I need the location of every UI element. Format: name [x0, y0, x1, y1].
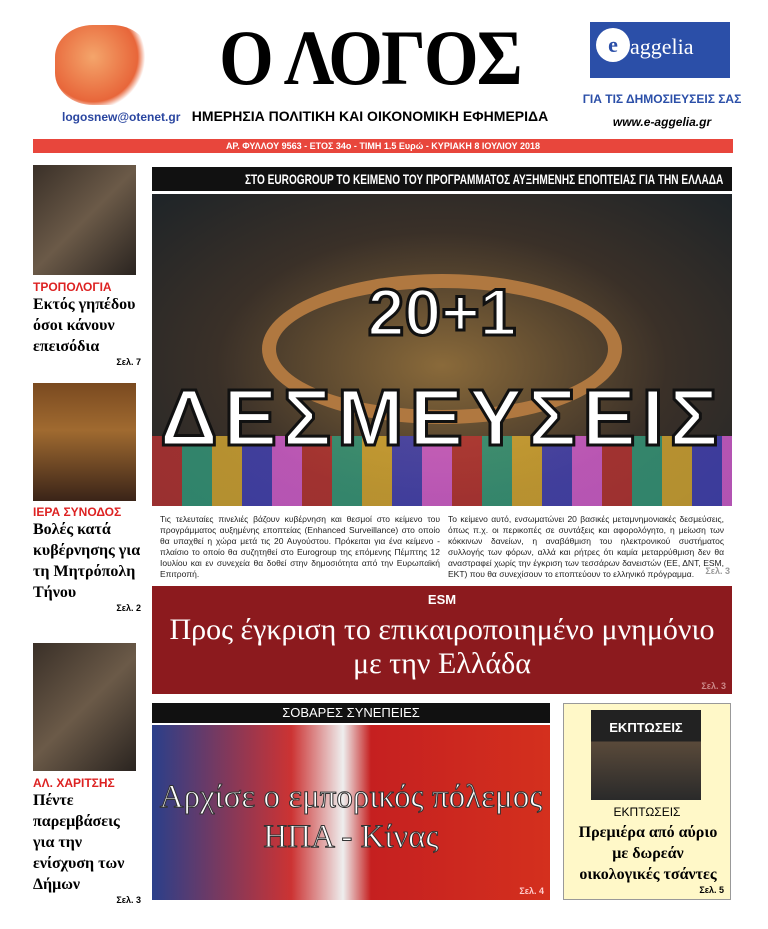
issue-info-bar: ΑΡ. ΦΥΛΛΟΥ 9563 - ΕΤΟΣ 34ο - ΤΙΜΗ 1.5 Ευρώ - ΚΥΡΙΑΚΗ 8 ΙΟΥΛΙΟΥ 2018 [33, 139, 733, 153]
lead-photo-eurogroup[interactable] [152, 194, 732, 506]
sidebar-photo-synod [33, 383, 136, 501]
sidebar-photo-minister [33, 165, 136, 275]
sales-story[interactable] [563, 703, 731, 900]
lead-body-col1: Τις τελευταίες πινελιές βάζουν κυβέρνηση και θεσμοί στο κείμενο του προγράμματος αυξημένης εποπτείας (Enhanced Surveillance) στο οποίο θα υπαχθεί η χώρα μετά τις 20 Αυγούστου. Πρόκειται για ένα κείμενο - πλαίσιο το οποίο θα συζητηθεί στο Eurogroup της επόμενης Πέμπτης 12 Ιουλίου και εν συνεχεία θα δοθεί στην δημοσιότητα από την Ευρωπαϊκή Επιτροπή. [160, 514, 440, 579]
eaggelia-url[interactable]: www.e-aggelia.gr [612, 115, 712, 129]
eaggelia-banner[interactable] [590, 22, 730, 78]
eaggelia-logo-text: aggelia [630, 34, 694, 59]
story-label: ESM [427, 592, 457, 607]
page-ref: Σελ. 3 [705, 566, 730, 576]
sidebar-story-1[interactable] [33, 280, 141, 367]
sidebar-photo-charitsis [33, 643, 136, 771]
story-headline: Πέντε παρεμβάσεις για την ενίσχυση των Δήμων [33, 792, 125, 893]
sales-sign: ΕΚΠΤΩΣΕΙΣ [609, 720, 683, 735]
sidebar-story-3[interactable] [33, 776, 141, 905]
story-headline: Εκτός γηπέδου όσοι κάνουν επεισόδια [33, 296, 136, 355]
story-headline: Πρεμιέρα από αύριο με δωρεάν οικολογικές τσάντες [578, 824, 718, 883]
story-label: ΤΡΟΠΟΛΟΓΙΑ [33, 280, 112, 294]
newspaper-logo-art [55, 25, 150, 105]
lead-body-col2: Το κείμενο αυτό, ενσωματώνει 20 βασικές μεταμνημονιακές δεσμεύσεις, όπως π.χ. οι περικοπές σε συντάξεις και αφορολόγητο, η μείωση των κόκκινων δανείων, η αναβάθμιση του ηλεκτρονικού συστήματος συλλογής των φόρων, αλλά και ρήτρες ότι καμία μεταρρύθμιση δεν θα αναστραφεί χωρίς την έγκριση των τεσσάρων δανειστών (ΕΕ, ΔΝΤ, ESM, ΕΚΤ) που θα συνεχίσουν το εποπτεύουν το ελληνικό πρόγραμμα. [448, 514, 724, 579]
page-ref: Σελ. 3 [701, 681, 726, 691]
sales-photo [591, 710, 701, 800]
eaggelia-tagline: ΓΙΑ ΤΙΣ ΔΗΜΟΣΙΕΥΣΕΙΣ ΣΑΣ [582, 92, 742, 106]
eaggelia-e-icon: e [596, 28, 630, 62]
story-headline: Βολές κατά κυβέρνησης για τη Μητρόπολη Τήνου [33, 521, 141, 601]
page-ref: Σελ. 3 [116, 895, 141, 905]
lead-kicker: ΣΤΟ EUROGROUP ΤΟ ΚΕΙΜΕΝΟ ΤΟΥ ΠΡΟΓΡΑΜΜΑΤΟΣ ΑΥΞΗΜΕΝΗΣ ΕΠΟΠΤΕΙΑΣ ΓΙΑ ΤΗΝ ΕΛΛΑΔΑ [245, 171, 724, 187]
newspaper-subtitle: ΗΜΕΡΗΣΙΑ ΠΟΛΙΤΙΚΗ ΚΑΙ ΟΙΚΟΝΟΜΙΚΗ ΕΦΗΜΕΡΙΔΑ [191, 108, 549, 124]
story-label: ΕΚΠΤΩΣΕΙΣ [613, 805, 681, 819]
story-label: ΑΛ. ΧΑΡΙΤΣΗΣ [33, 776, 115, 790]
trade-kicker: ΣΟΒΑΡΕΣ ΣΥΝΕΠΕΙΕΣ [152, 703, 550, 723]
sidebar-story-2[interactable] [33, 505, 141, 613]
newspaper-title: Ο ΛΟΓΟΣ [219, 14, 521, 101]
page-ref: Σελ. 2 [116, 603, 141, 613]
email-link[interactable]: logosnew@otenet.gr [62, 110, 181, 124]
trade-war-photo[interactable] [152, 725, 550, 900]
lead-headline-line2: ΔΕΣΜΕΥΣΕΙΣ [160, 373, 724, 462]
lead-headline-line1: 20+1 [367, 275, 517, 349]
esm-story[interactable] [152, 586, 732, 694]
story-label: ΙΕΡΑ ΣΥΝΟΔΟΣ [33, 505, 122, 519]
story-headline: Αρχίσε ο εμπορικός πόλεμος ΗΠΑ - Κίνας [159, 779, 543, 855]
page-ref: Σελ. 4 [519, 886, 544, 896]
story-headline: Προς έγκριση το επικαιροποιημένο μνημόνιο με την Ελλάδα [169, 613, 715, 680]
page-ref: Σελ. 7 [116, 357, 141, 367]
lead-kicker-bar [152, 167, 732, 191]
page-ref: Σελ. 5 [699, 885, 724, 895]
